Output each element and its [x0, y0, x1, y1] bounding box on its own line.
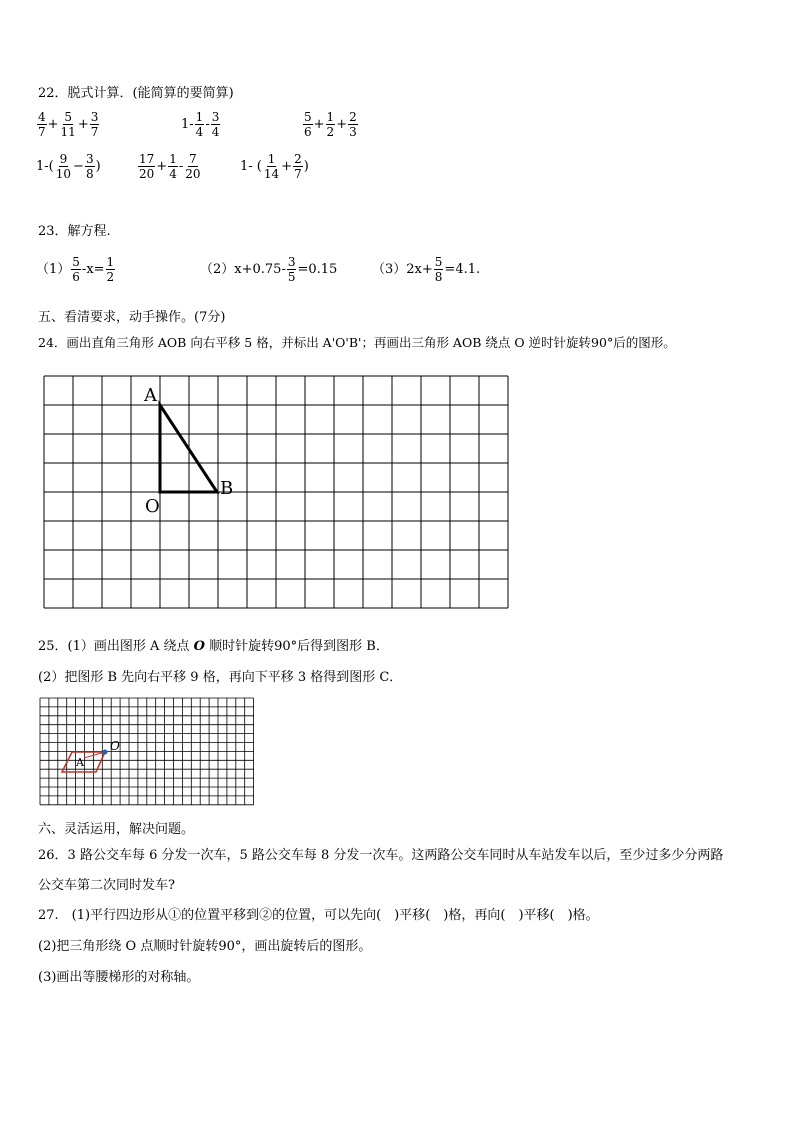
q22-expr-3: $\frac{5}{6}$ + $\frac{1}{2}$ + $\frac{2}{3}$ [304, 110, 357, 139]
q27-line-2: (2)把三角形绕 O 点顺时针旋转90°，画出旋转后的图形。 [38, 939, 372, 954]
shape-a-label: A [76, 756, 84, 769]
q23-equation-2: （2）x+0.75- $\frac{3}{5}$ =0.15 [200, 255, 338, 284]
q27-line-1: 27. (1)平行四边形从①的位置平移到②的位置，可以先向( )平移( )格，再向( )平移( )格。 [38, 908, 599, 923]
q22-title: 22．脱式计算．(能简算的要简算) [38, 86, 234, 101]
q23-title: 23．解方程. [38, 224, 111, 239]
q22-expr-1: $\frac{4}{7}$ + $\frac{5}{11}$ + $\frac{3}{7}$ [38, 110, 99, 139]
q26-line-1: 26．3 路公交车每 6 分发一次车，5 路公交车每 8 分发一次车。这两路公交车同时从车站发车以后，至少过多少分两路 [38, 848, 724, 863]
q22-expr-6: 1- ( $\frac{1}{14}$ + $\frac{2}{7}$ ) [240, 152, 309, 181]
q23-equation-1: （1） $\frac{5}{6}$ -x= $\frac{1}{2}$ [36, 255, 115, 284]
q24-text: 24．画出直角三角形 AOB 向右平移 5 格，并标出 A'O'B'；再画出三角形 AOB 绕点 O 逆时针旋转90°后的图形。 [38, 335, 676, 350]
q22-expr-4: 1-( $\frac{9}{10}$ − $\frac{3}{8}$ ) [36, 152, 101, 181]
q25-line-2: (2）把图形 B 先向右平移 9 格，再向下平移 3 格得到图形 C． [38, 670, 403, 685]
label-b: B [220, 478, 234, 499]
q27-line-3: (3)画出等腰梯形的对称轴。 [38, 970, 200, 985]
q26-line-2: 公交车第二次同时发车? [38, 878, 175, 893]
section-5-heading: 五、看清要求，动手操作。(7分) [38, 310, 226, 325]
section-6-heading: 六、灵活运用，解决问题。 [38, 822, 195, 837]
label-a: A [144, 385, 157, 406]
point-o [103, 750, 108, 755]
label-o: O [145, 496, 160, 517]
q23-equation-3: （3）2x+ $\frac{5}{8}$ =4.1. [372, 255, 481, 284]
q22-expr-5: $\frac{17}{20}$ + $\frac{1}{4}$ - $\frac{7}{20}$ [139, 152, 201, 181]
point-o-label: O [110, 739, 120, 753]
q25-line-1: 25．(1）画出图形 A 绕点 O 顺时针旋转90°后得到图形 B． [38, 639, 389, 654]
q24-grid [44, 376, 508, 608]
q22-expr-2: 1- $\frac{1}{4}$ - $\frac{3}{4}$ [181, 110, 220, 139]
q24-grid-figure [40, 372, 512, 612]
q25-grid-figure [38, 696, 254, 806]
